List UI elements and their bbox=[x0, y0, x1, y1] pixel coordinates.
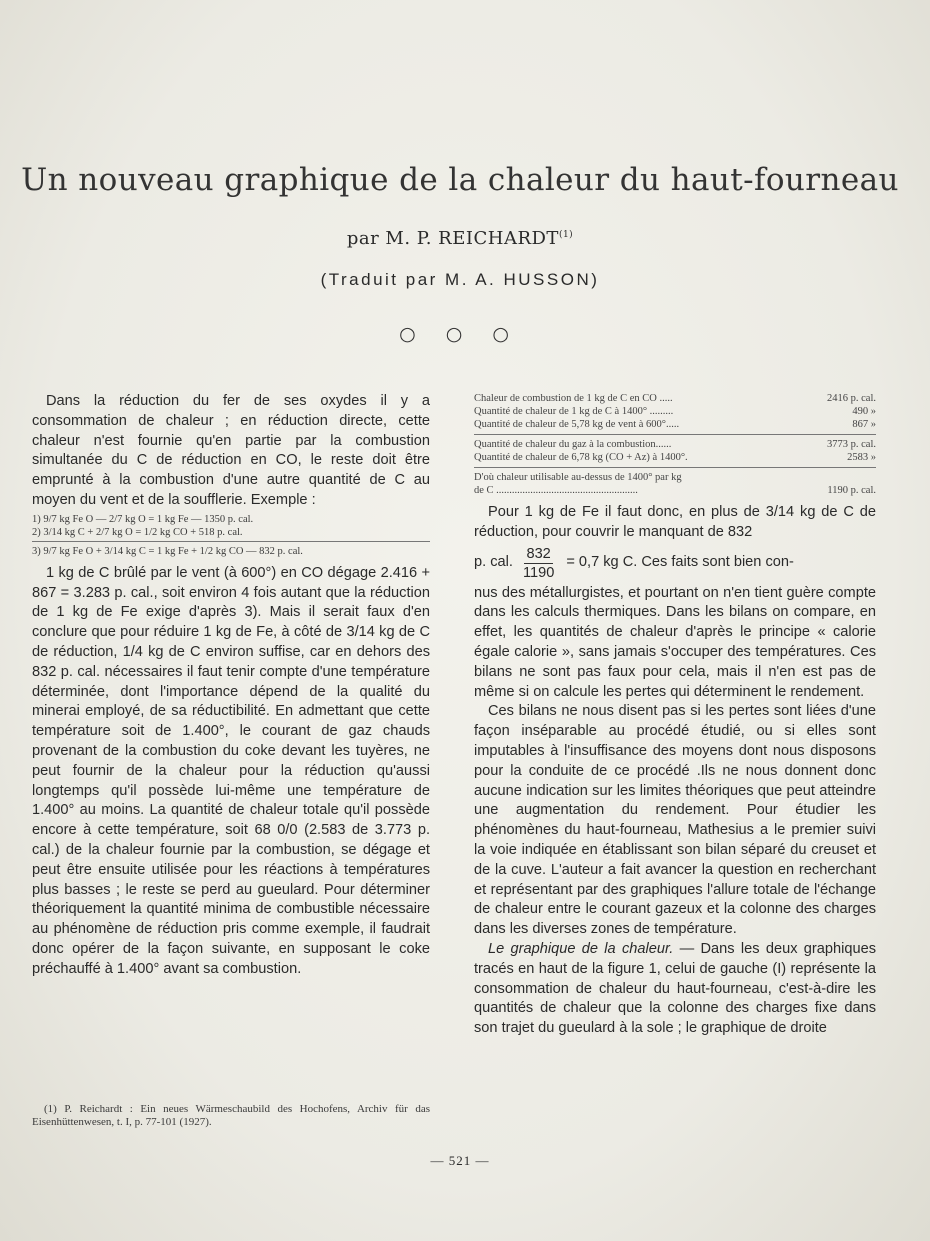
row-label: D'où chaleur utilisable au-dessus de 1400° par kg bbox=[474, 472, 682, 483]
footnote-text: (1) P. Reichardt : Ein neues Wärmeschaubild des Hochofens, Archiv für das Eisenhüttenwesen, t. I, p. 77-101 (1927). bbox=[32, 1103, 430, 1128]
body-paragraph: Ces bilans ne nous disent pas si les pertes sont liées d'une façon inséparable au procédé étudié, ou si elles sont imputables à l'insuffisance des moyens dont nous disposons pour la conduite de ce procédé .Ils ne nous donnent donc aucune indication sur les limites théoriques que peut atteindre une augmentation du rendement. Pour étudier les phénomènes du haut-fourneau, Mathesius a le premier suivi la voie indiquée en établissant son bilan séparé du creuset et de la cuve. L'auteur a fait avancer la question en recherchant et représentant par des graphiques l'allure totale de l'échange de chaleur entre le courant gazeux et la colonne des charges dans les diverses zones de température. bbox=[474, 703, 876, 938]
heat-balance-table bbox=[474, 392, 876, 497]
table-row bbox=[474, 392, 876, 405]
body-paragraph: Pour 1 kg de Fe il faut donc, en plus de 3/14 kg de C de réduction, pour couvrir le manquant de 832 bbox=[474, 504, 876, 540]
table-row bbox=[474, 405, 876, 418]
section-paragraph bbox=[474, 940, 876, 1039]
equation-3: 3) 9/7 kg Fe O + 3/14 kg C = 1 kg Fe + 1/2 kg CO — 832 p. cal. bbox=[32, 545, 303, 557]
footnote-marker: (1) bbox=[558, 230, 574, 240]
table-divider bbox=[474, 467, 876, 468]
row-label: de C ...................................................... bbox=[474, 485, 638, 496]
row-label: Quantité de chaleur du gaz à la combustion...... bbox=[474, 439, 672, 450]
row-value: 2416 p. cal. bbox=[827, 393, 876, 404]
fraction-prefix: p. cal. bbox=[474, 554, 513, 571]
table-row bbox=[474, 451, 876, 464]
section-text: — Dans les deux graphiques tracés en haut de la figure 1, celui de gauche (I) représente la consommation de chaleur du haut-fourneau, c'est-à-dire les quantités de chaleur que la colonne des charges fixe dans son trajet du gueulard à la sole ; le graphique de droite bbox=[474, 940, 877, 1037]
row-label: Chaleur de combustion de 1 kg de C en CO ..... bbox=[474, 393, 673, 404]
fraction-expression bbox=[474, 545, 876, 582]
table-row bbox=[474, 471, 876, 484]
footnote bbox=[32, 1103, 430, 1128]
article-title: Un nouveau graphique de la chaleur du haut-fourneau bbox=[21, 162, 899, 198]
body-paragraph: 1 kg de C brûlé par le vent (à 600°) en CO dégage 2.416 + 867 = 3.283 p. cal., soit environ 4 fois autant que la réduction de 1 kg de Fe exige d'après 3). Mais il serait faux d'en conclure que pour réduire 1 kg de Fe, à côté de 3/14 kg de C de réduction, 1/4 kg de C environ suffise, car en dehors des 832 p. cal. nécessaires il faut tenir compte d'une température déterminée, dont l'importance dépend de la qualité du minerai employé, de sa réductibilité. En admettant que cette température soit de 1.400°, le courant de gaz chauds provenant de la combustion du coke devant les tuyères, ne peut fournir de la chaleur pour la réduction qu'aussi longtemps qu'il possède lui-même une température de 1.400° au moins. La quantité de chaleur totale qu'il possède encore à cette température, soit 68 0/0 (2.583 de 3.773 p. cal.) de la chaleur fournie par la combustion, se dégage et peut être ensuite utilisée pour les réactions à températures plus basses ; le reste se perd au gueulard. Pour déterminer théoriquement la quantité minima de combustible nécessaire au phénomène de réduction pris comme exemple, il faudrait donc opérer de la façon suivante, en supposant le coke préchauffé à 1.400° avant sa combustion. bbox=[32, 564, 430, 977]
row-value: 3773 p. cal. bbox=[827, 439, 876, 450]
author-name: par M. P. REICHARDT bbox=[346, 228, 559, 249]
body-paragraph: nus des métallurgistes, et pourtant on n'en tient guère compte dans les calculs thermiques. Dans les bilans on compare, en effet, les quantités de chaleur d'après le principe « calorie égale calorie », sans jamais s'occuper des températures. Ces bilans ne sont pas faux pour cela, mais il n'en est pas de même si on calcule les pertes qui déterminent le rendement. bbox=[474, 584, 876, 700]
fraction-suffix: = 0,7 kg C. Ces faits sont bien con- bbox=[566, 554, 794, 571]
page-number: — 521 — bbox=[430, 1153, 490, 1168]
row-value: 867 » bbox=[852, 419, 876, 430]
left-column bbox=[32, 392, 430, 980]
table-divider bbox=[474, 434, 876, 435]
translator-credit: (Traduit par M. A. HUSSON) bbox=[320, 270, 600, 289]
equation-divider bbox=[32, 541, 430, 542]
author-byline bbox=[20, 228, 900, 249]
equation-2: 2) 3/14 kg C + 2/7 kg O = 1/2 kg CO + 518 p. cal. bbox=[32, 526, 243, 538]
right-column bbox=[474, 392, 876, 1039]
row-value: 1190 p. cal. bbox=[827, 485, 876, 496]
reaction-equations bbox=[32, 513, 430, 558]
section-heading: Le graphique de la chaleur. bbox=[488, 940, 674, 957]
fraction bbox=[521, 545, 556, 582]
section-ornament: ○ ○ ○ bbox=[399, 323, 521, 345]
equation-1: 1) 9/7 kg Fe O — 2/7 kg O = 1 kg Fe — 1350 p. cal. bbox=[32, 513, 254, 525]
row-label: Quantité de chaleur de 1 kg de C à 1400° ......... bbox=[474, 406, 674, 417]
row-label: Quantité de chaleur de 6,78 kg (CO + Az) à 1400°. bbox=[474, 452, 688, 463]
fraction-denominator: 1190 bbox=[522, 564, 555, 581]
table-row bbox=[474, 438, 876, 451]
table-row bbox=[474, 418, 876, 431]
fraction-numerator: 832 bbox=[526, 545, 551, 562]
row-value: 490 » bbox=[852, 406, 876, 417]
table-row bbox=[474, 484, 876, 497]
row-value bbox=[870, 471, 876, 484]
row-value: 2583 » bbox=[847, 452, 876, 463]
row-label: Quantité de chaleur de 5,78 kg de vent à 600°..... bbox=[474, 419, 680, 430]
intro-paragraph: Dans la réduction du fer de ses oxydes il y a consommation de chaleur ; en réduction directe, cette chaleur n'est fournie qu'en partie par la combustion simultanée du C de réduction en CO, le reste doit être emprunté à la combustion d'une autre quantité de C au moyen du vent et de la soufflerie. Exemple : bbox=[32, 393, 430, 508]
